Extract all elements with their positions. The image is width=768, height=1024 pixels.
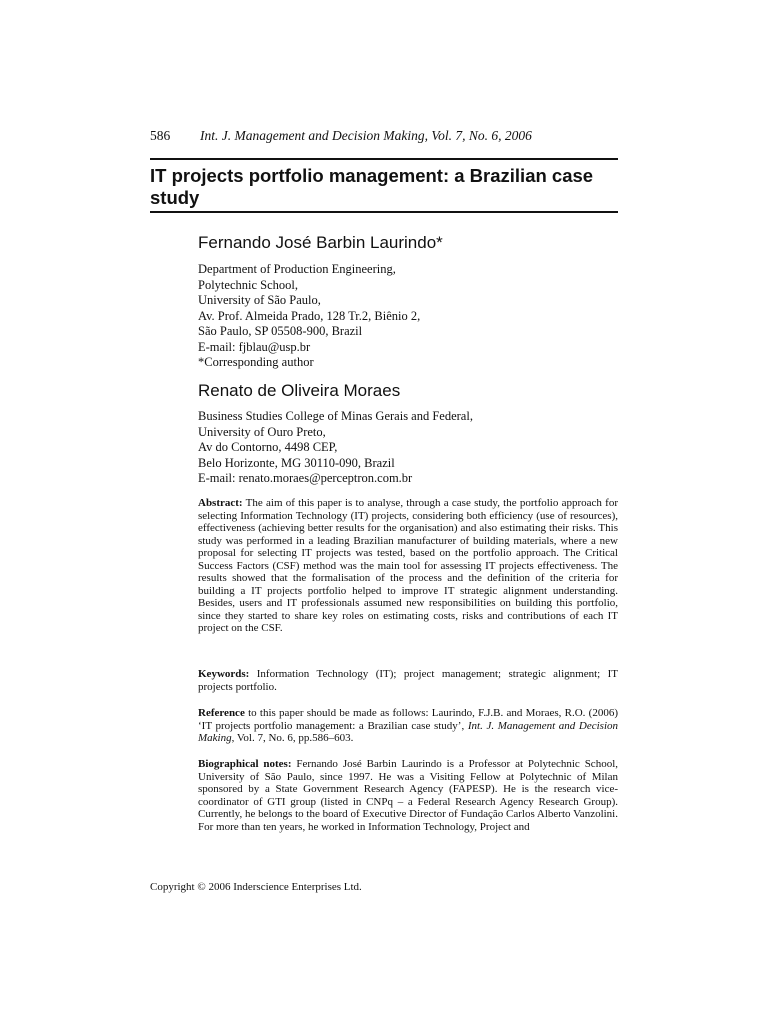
- affiliation-email: E-mail: renato.moraes@perceptron.com.br: [198, 471, 413, 485]
- running-head: [150, 128, 618, 144]
- title-bottom-rule: [150, 211, 618, 213]
- title-top-rule: [150, 158, 618, 160]
- abstract-label: Abstract:: [198, 497, 243, 509]
- author-name-moraes: Renato de Oliveira Moraes: [198, 381, 401, 400]
- corresponding-author-note: *Corresponding author: [198, 355, 314, 369]
- affiliation-line: São Paulo, SP 05508-900, Brazil: [198, 324, 363, 338]
- bio-label: Biographical notes:: [198, 758, 292, 770]
- affiliation-line: Av do Contorno, 4498 CEP,: [198, 440, 338, 454]
- affiliation-line: University of São Paulo,: [198, 293, 321, 307]
- journal-citation: Int. J. Management and Decision Making, Vol. 7, No. 6, 2006: [200, 128, 532, 143]
- affiliation-email: E-mail: fjblau@usp.br: [198, 339, 311, 354]
- reference-journal: Int. J. Management and Decision Making: [198, 719, 618, 744]
- affiliation-line: Polytechnic School,: [198, 277, 298, 292]
- author-name-laurindo: Fernando José Barbin Laurindo*: [198, 233, 443, 252]
- reference-volume: , Vol. 7, No. 6, pp.586–603.: [231, 732, 354, 744]
- keywords-paragraph: [198, 668, 618, 693]
- affiliation-line: Business Studies College of Minas Gerais and Federal,: [198, 409, 473, 423]
- author-affiliation-moraes: [198, 409, 618, 487]
- reference-label: Reference: [198, 707, 245, 719]
- keywords-text: Information Technology (IT); project management; strategic alignment; IT projects portfolio.: [198, 668, 619, 693]
- affiliation-line: Av. Prof. Almeida Prado, 128 Tr.2, Biênio 2,: [198, 308, 421, 323]
- affiliation-line: Belo Horizonte, MG 30110-090, Brazil: [198, 455, 395, 470]
- affiliation-line: Department of Production Engineering,: [198, 262, 396, 276]
- bio-text: Fernando José Barbin Laurindo is a Professor at Polytechnic School, University of São Paulo, since 1997. He was a Visiting Fellow at Polytechnic of Milan sponsored by a State Government Research Agency (FAPESP). He is the research vice-coordinator of GTI group (listed in CNPq – a Federal Research Agency Research Group). Currently, he belongs to the board of Executive Director of Fundação Carlos Alberto Vanzolini. For more than ten years, he worked in Information Technology, Project and: [198, 758, 619, 833]
- reference-text: to this paper should be made as follows: Laurindo, F.J.B. and Moraes, R.O. (2006) ‘IT projects portfolio management: a Brazilian case study’,: [198, 707, 618, 732]
- abstract-paragraph: [198, 497, 618, 635]
- abstract-text: The aim of this paper is to analyse, through a case study, the portfolio approach for selecting Information Technology (IT) projects, considering both efficiency (use of resources), effectiveness (achieving better results for the organisation) and also estimating their risks. This study was performed in a leading Brazilian manufacturer of building materials, where a new proposal for selecting IT projects was tested, based on the portfolio approach. The Critical Success Factors (CSF) method was the main tool for assessing IT projects effectiveness. The results showed that the formalisation of the process and the definition of the criteria for building a IT projects portfolio helped to improve IT strategic alignment understanding. Besides, users and IT professionals assumed new responsibilities on building this portfolio, since they started to share key roles on estimating costs, risks and contributions of each IT project on the CSF.: [198, 497, 618, 634]
- copyright-notice: Copyright © 2006 Inderscience Enterprises Ltd.: [150, 881, 362, 893]
- page-number: 586: [150, 128, 171, 143]
- keywords-label: Keywords:: [198, 668, 250, 680]
- affiliation-line: University of Ouro Preto,: [198, 424, 326, 439]
- reference-paragraph: [198, 707, 618, 745]
- author-affiliation-laurindo: [198, 262, 618, 371]
- paper-title: IT projects portfolio management: a Brazilian case study: [150, 165, 594, 208]
- biographical-notes-paragraph: [198, 758, 618, 833]
